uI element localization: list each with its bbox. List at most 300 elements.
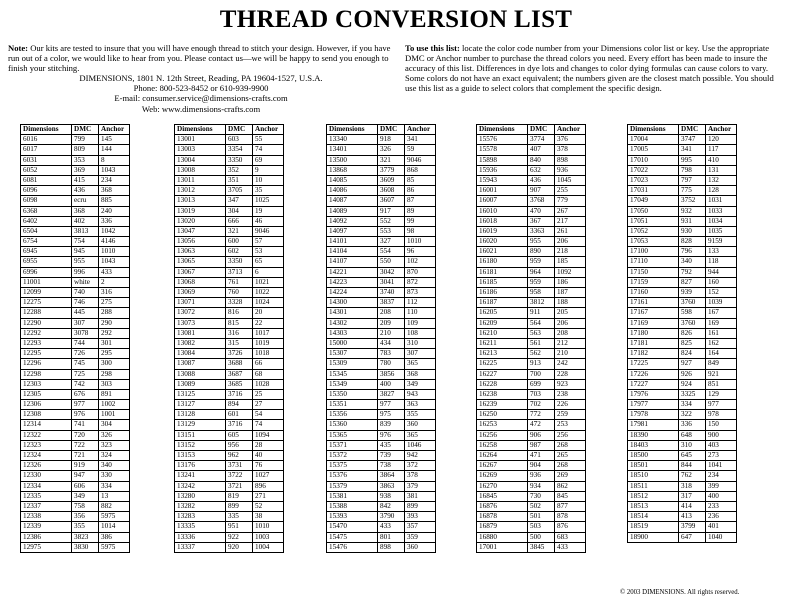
anchor-code: 340 xyxy=(99,461,130,471)
anchor-code: 849 xyxy=(706,359,737,369)
dmc-code: 3328 xyxy=(226,298,253,308)
table-row xyxy=(628,359,737,369)
table-row xyxy=(175,532,284,542)
dimensions-code: 16256 xyxy=(477,430,528,440)
dimensions-code: 15898 xyxy=(477,155,528,165)
anchor-code: 218 xyxy=(555,247,586,257)
dmc-code: 310 xyxy=(679,440,706,450)
dimensions-code: 14303 xyxy=(327,328,378,338)
table-row xyxy=(477,175,586,185)
table-row xyxy=(327,186,436,196)
dmc-code: 947 xyxy=(72,471,99,481)
table-row xyxy=(477,461,586,471)
phone: Phone: 800-523-8452 or 610-939-9900 xyxy=(133,83,269,94)
dimensions-code: 13242 xyxy=(175,481,226,491)
dmc-code: 911 xyxy=(528,308,555,318)
anchor-code: 120 xyxy=(706,135,737,145)
dimensions-code: 6017 xyxy=(21,145,72,155)
table-row xyxy=(327,400,436,410)
dmc-code: 3687 xyxy=(226,369,253,379)
dimensions-code: 13401 xyxy=(327,145,378,155)
table-row xyxy=(327,216,436,226)
dmc-code: 335 xyxy=(226,512,253,522)
anchor-code: 410 xyxy=(706,155,737,165)
table-row xyxy=(21,145,130,155)
dmc-code: 995 xyxy=(679,155,706,165)
anchor-code: 8 xyxy=(99,155,130,165)
dmc-code: 3705 xyxy=(226,186,253,196)
dimensions-code: 16880 xyxy=(477,532,528,542)
dimensions-code: 6052 xyxy=(21,165,72,175)
dmc-code: 601 xyxy=(226,410,253,420)
dimensions-code: 6754 xyxy=(21,237,72,247)
anchor-code: 53 xyxy=(253,247,284,257)
anchor-code: 1019 xyxy=(253,338,284,348)
dmc-code: 347 xyxy=(226,196,253,206)
dmc-code: 926 xyxy=(679,369,706,379)
dimensions-code: 13336 xyxy=(175,532,226,542)
column-header: DMC xyxy=(528,125,555,135)
dimensions-code: 12296 xyxy=(21,359,72,369)
dmc-code: 762 xyxy=(679,471,706,481)
dimensions-code: 14221 xyxy=(327,267,378,277)
dimensions-code: 16019 xyxy=(477,226,528,236)
dimensions-code: 16876 xyxy=(477,501,528,511)
table-row xyxy=(477,369,586,379)
table-row xyxy=(175,206,284,216)
anchor-code: 9 xyxy=(253,165,284,175)
anchor-code: 1017 xyxy=(253,328,284,338)
dimensions-code: 15379 xyxy=(327,481,378,491)
dmc-code: 3354 xyxy=(226,145,253,155)
dmc-code: 433 xyxy=(378,522,405,532)
anchor-code: 238 xyxy=(555,389,586,399)
anchor-code: 399 xyxy=(706,481,737,491)
dmc-code: 436 xyxy=(528,175,555,185)
anchor-code: 131 xyxy=(706,165,737,175)
anchor-code: 1010 xyxy=(253,522,284,532)
dimensions-code: 15376 xyxy=(327,471,378,481)
dimensions-code: 13001 xyxy=(175,135,226,145)
dimensions-code: 13071 xyxy=(175,298,226,308)
column-header: Dimensions xyxy=(21,125,72,135)
dmc-code: 341 xyxy=(679,145,706,155)
anchor-code: 268 xyxy=(555,440,586,450)
anchor-code: 1010 xyxy=(99,247,130,257)
table-row xyxy=(175,359,284,369)
anchor-code: 255 xyxy=(555,186,586,196)
table-row xyxy=(327,501,436,511)
table-row xyxy=(175,328,284,338)
table-row xyxy=(628,298,737,308)
anchor-code: 401 xyxy=(706,522,737,532)
table-row xyxy=(175,400,284,410)
dmc-code: 3845 xyxy=(528,542,555,552)
dimensions-code: 17150 xyxy=(628,267,679,277)
table-row xyxy=(327,542,436,552)
dmc-code: 3078 xyxy=(72,328,99,338)
anchor-code: 355 xyxy=(405,410,436,420)
table-row xyxy=(21,532,130,542)
dimensions-code: 17225 xyxy=(628,359,679,369)
anchor-code: 978 xyxy=(706,410,737,420)
table-row xyxy=(628,451,737,461)
anchor-code: 977 xyxy=(706,400,737,410)
anchor-code: 334 xyxy=(99,481,130,491)
table-row xyxy=(21,186,130,196)
table-row xyxy=(477,288,586,298)
dimensions-code: 15307 xyxy=(327,349,378,359)
dmc-code: 321 xyxy=(226,226,253,236)
anchor-code: 381 xyxy=(405,491,436,501)
dmc-code: 602 xyxy=(226,247,253,257)
dimensions-code: 15476 xyxy=(327,542,378,552)
dimensions-code: 13500 xyxy=(327,155,378,165)
dmc-code: 839 xyxy=(378,420,405,430)
dmc-code: 741 xyxy=(72,420,99,430)
table-row xyxy=(175,216,284,226)
dmc-code: 502 xyxy=(528,501,555,511)
table-row xyxy=(21,237,130,247)
dmc-code: 702 xyxy=(528,400,555,410)
dimensions-code: 6996 xyxy=(21,267,72,277)
dimensions-code: 17981 xyxy=(628,420,679,430)
anchor-code: 118 xyxy=(706,257,737,267)
dmc-code: 3350 xyxy=(226,155,253,165)
table-row xyxy=(327,532,436,542)
dimensions-code: 13073 xyxy=(175,318,226,328)
anchor-code: 242 xyxy=(555,359,586,369)
dmc-code: 3864 xyxy=(378,471,405,481)
anchor-code: 295 xyxy=(99,349,130,359)
table-row xyxy=(21,440,130,450)
table-row xyxy=(175,155,284,165)
dmc-code: 407 xyxy=(528,145,555,155)
table-row xyxy=(477,338,586,348)
anchor-code: 298 xyxy=(99,369,130,379)
dmc-code: 3713 xyxy=(226,267,253,277)
anchor-code: 359 xyxy=(405,532,436,542)
anchor-code: 365 xyxy=(405,430,436,440)
dmc-code: 3827 xyxy=(378,389,405,399)
anchor-code: 1045 xyxy=(555,175,586,185)
dimensions-code: 16211 xyxy=(477,338,528,348)
column-header: Dimensions xyxy=(175,125,226,135)
anchor-code: 89 xyxy=(405,206,436,216)
dimensions-code: 13011 xyxy=(175,175,226,185)
dmc-code: 3041 xyxy=(378,277,405,287)
dmc-code: 898 xyxy=(378,542,405,552)
table-row xyxy=(628,522,737,532)
anchor-code: 1043 xyxy=(99,257,130,267)
anchor-code: 162 xyxy=(706,338,737,348)
anchor-code: 1041 xyxy=(706,461,737,471)
dmc-code: 3813 xyxy=(72,226,99,236)
dmc-code: 598 xyxy=(679,308,706,318)
dimensions-code: 12330 xyxy=(21,471,72,481)
table-row xyxy=(327,175,436,185)
dimensions-code: 6368 xyxy=(21,206,72,216)
dimensions-code: 13087 xyxy=(175,359,226,369)
table-row xyxy=(175,267,284,277)
dimensions-code: 15360 xyxy=(327,420,378,430)
dmc-code: 3722 xyxy=(226,471,253,481)
dmc-code: 951 xyxy=(226,522,253,532)
table-row xyxy=(327,206,436,216)
page-title: THREAD CONVERSION LIST xyxy=(219,6,573,33)
table-row xyxy=(175,318,284,328)
anchor-code: 240 xyxy=(99,206,130,216)
dimensions-code: 16018 xyxy=(477,216,528,226)
dmc-code: 815 xyxy=(226,318,253,328)
dmc-code: 553 xyxy=(378,226,405,236)
anchor-code: 161 xyxy=(706,328,737,338)
table-row xyxy=(327,512,436,522)
dimensions-code: 15000 xyxy=(327,338,378,348)
website: Web: www.dimensions-crafts.com xyxy=(141,103,261,114)
table-row xyxy=(21,491,130,501)
table-row xyxy=(477,532,586,542)
column-header: Dimensions xyxy=(628,125,679,135)
dmc-code: 955 xyxy=(72,257,99,267)
anchor-code: 129 xyxy=(706,389,737,399)
table-row xyxy=(327,145,436,155)
dimensions-code: 12295 xyxy=(21,349,72,359)
table-row xyxy=(21,328,130,338)
anchor-code: 52 xyxy=(253,501,284,511)
table-row xyxy=(21,226,130,236)
dmc-code: 699 xyxy=(528,379,555,389)
anchor-code: 259 xyxy=(555,410,586,420)
dmc-code: 632 xyxy=(528,165,555,175)
dmc-code: 3863 xyxy=(378,481,405,491)
anchor-code: 1021 xyxy=(253,277,284,287)
column-header: Anchor xyxy=(99,125,130,135)
anchor-code: 357 xyxy=(405,522,436,532)
table-row xyxy=(477,267,586,277)
anchor-code: 1094 xyxy=(253,430,284,440)
dmc-code: 775 xyxy=(679,186,706,196)
dimensions-code: 15375 xyxy=(327,461,378,471)
anchor-code: 128 xyxy=(706,186,737,196)
dmc-code: 3799 xyxy=(679,522,706,532)
dmc-code: 209 xyxy=(378,318,405,328)
anchor-code: 40 xyxy=(253,451,284,461)
anchor-code: 6 xyxy=(253,267,284,277)
column-header: DMC xyxy=(226,125,253,135)
table-row xyxy=(628,216,737,226)
dimensions-code: 14302 xyxy=(327,318,378,328)
dimensions-code: 6955 xyxy=(21,257,72,267)
table-row xyxy=(175,298,284,308)
table-row xyxy=(175,226,284,236)
dimensions-code: 17005 xyxy=(628,145,679,155)
table-header-row xyxy=(21,125,130,135)
table-row xyxy=(175,165,284,175)
dimensions-code: 6016 xyxy=(21,135,72,145)
dmc-code: 801 xyxy=(378,532,405,542)
dimensions-code: 17053 xyxy=(628,237,679,247)
anchor-code: 878 xyxy=(555,512,586,522)
anchor-code: 1031 xyxy=(706,196,737,206)
dimensions-code: 12386 xyxy=(21,532,72,542)
dmc-code: 754 xyxy=(72,237,99,247)
dimensions-code: 13072 xyxy=(175,308,226,318)
dmc-code: 825 xyxy=(679,338,706,348)
table-row xyxy=(21,277,130,287)
table-row xyxy=(477,389,586,399)
dimensions-code: 16209 xyxy=(477,318,528,328)
dimensions-code: 6081 xyxy=(21,175,72,185)
table-header-row xyxy=(628,125,737,135)
anchor-code: 1028 xyxy=(253,379,284,389)
dmc-code: 780 xyxy=(378,359,405,369)
anchor-code: 150 xyxy=(706,420,737,430)
dimensions-code: 14092 xyxy=(327,216,378,226)
dmc-code: 816 xyxy=(226,308,253,318)
table-row xyxy=(477,257,586,267)
dmc-code: 740 xyxy=(72,288,99,298)
dimensions-code: 15393 xyxy=(327,512,378,522)
table-row xyxy=(21,400,130,410)
intro-note xyxy=(8,43,394,114)
usage-text: locate the color code number from your Dimensions color list or key. Use the appropriate DMC or Anchor number to purchase the thread colors you need. Every effort has been made to insure the accuracy of this list. Differences in dye lots and changes to color dying formulas can cause colors to vary. Some colors do not have an exact equivalent; the numbers given are the closest match possible. You should use this list as a guide to select colors that complement the specific design. xyxy=(405,43,774,94)
anchor-code: 86 xyxy=(405,186,436,196)
dmc-code: 824 xyxy=(679,349,706,359)
dmc-code: 976 xyxy=(378,430,405,440)
anchor-code: 9159 xyxy=(706,237,737,247)
column-header: Dimensions xyxy=(477,125,528,135)
anchor-code: 1001 xyxy=(99,410,130,420)
anchor-code: 944 xyxy=(706,267,737,277)
dmc-code: 964 xyxy=(528,267,555,277)
conversion-table-1 xyxy=(20,124,130,553)
dmc-code: 349 xyxy=(72,491,99,501)
anchor-code: 433 xyxy=(99,267,130,277)
anchor-code: 304 xyxy=(99,420,130,430)
dimensions-code: 17110 xyxy=(628,257,679,267)
anchor-code: 872 xyxy=(405,277,436,287)
dmc-code: 799 xyxy=(72,135,99,145)
dimensions-code: 6945 xyxy=(21,247,72,257)
anchor-code: 273 xyxy=(706,451,737,461)
table-row xyxy=(21,369,130,379)
table-row xyxy=(628,369,737,379)
table-row xyxy=(21,512,130,522)
dmc-code: 924 xyxy=(679,379,706,389)
table-row xyxy=(477,318,586,328)
dimensions-code: 13067 xyxy=(175,267,226,277)
anchor-code: 942 xyxy=(405,451,436,461)
dmc-code: 809 xyxy=(72,145,99,155)
dmc-code: 315 xyxy=(226,338,253,348)
dimensions-code: 6031 xyxy=(21,155,72,165)
dimensions-code: 13020 xyxy=(175,216,226,226)
dmc-code: 721 xyxy=(72,451,99,461)
usage-instructions xyxy=(405,43,783,93)
anchor-code: 54 xyxy=(253,410,284,420)
dimensions-code: 17100 xyxy=(628,247,679,257)
anchor-code: 234 xyxy=(706,471,737,481)
anchor-code: 341 xyxy=(405,135,436,145)
dmc-code: 564 xyxy=(528,318,555,328)
table-row xyxy=(327,481,436,491)
table-row xyxy=(175,440,284,450)
table-row xyxy=(477,522,586,532)
dmc-code: 722 xyxy=(72,440,99,450)
dimensions-code: 14300 xyxy=(327,298,378,308)
dmc-code: 606 xyxy=(72,481,99,491)
anchor-code: 368 xyxy=(99,186,130,196)
anchor-code: 936 xyxy=(555,165,586,175)
dimensions-code: 13340 xyxy=(327,135,378,145)
column-header: DMC xyxy=(679,125,706,135)
table-row xyxy=(628,196,737,206)
anchor-code: 265 xyxy=(555,451,586,461)
dmc-code: 605 xyxy=(226,430,253,440)
dimensions-code: 16186 xyxy=(477,288,528,298)
dimensions-code: 15578 xyxy=(477,145,528,155)
dimensions-code: 13013 xyxy=(175,196,226,206)
dimensions-code: 18514 xyxy=(628,512,679,522)
table-row xyxy=(175,308,284,318)
anchor-code: 9046 xyxy=(405,155,436,165)
table-row xyxy=(477,471,586,481)
anchor-code: 368 xyxy=(405,369,436,379)
table-row xyxy=(327,196,436,206)
table-row xyxy=(21,318,130,328)
dimensions-code: 15381 xyxy=(327,491,378,501)
dmc-code: 501 xyxy=(528,512,555,522)
dimensions-code: 15470 xyxy=(327,522,378,532)
table-row xyxy=(628,471,737,481)
dimensions-code: 16250 xyxy=(477,410,528,420)
table-row xyxy=(477,542,586,552)
dmc-code: 355 xyxy=(72,522,99,532)
dmc-code: 322 xyxy=(679,410,706,420)
table-row xyxy=(21,155,130,165)
dmc-code: 351 xyxy=(226,175,253,185)
anchor-code: 900 xyxy=(706,430,737,440)
table-header-row xyxy=(327,125,436,135)
anchor-code: 372 xyxy=(405,461,436,471)
anchor-code: 1003 xyxy=(253,532,284,542)
dimensions-code: 16239 xyxy=(477,400,528,410)
dmc-code: 400 xyxy=(378,379,405,389)
table-row xyxy=(628,461,737,471)
anchor-code: 1046 xyxy=(405,440,436,450)
dimensions-code: 16007 xyxy=(477,196,528,206)
anchor-code: 307 xyxy=(405,349,436,359)
dimensions-code: 15371 xyxy=(327,440,378,450)
dmc-code: 977 xyxy=(72,400,99,410)
dmc-code: 317 xyxy=(679,491,706,501)
dimensions-code: 16253 xyxy=(477,420,528,430)
table-row xyxy=(327,155,436,165)
anchor-code: 144 xyxy=(99,145,130,155)
anchor-code: 1022 xyxy=(253,288,284,298)
dmc-code: 647 xyxy=(679,532,706,542)
dmc-code: 761 xyxy=(226,277,253,287)
anchor-code: 169 xyxy=(706,318,737,328)
table-row xyxy=(628,400,737,410)
dmc-code: 3608 xyxy=(378,186,405,196)
anchor-code: 68 xyxy=(253,369,284,379)
anchor-code: 268 xyxy=(555,461,586,471)
table-row xyxy=(327,247,436,257)
table-row xyxy=(21,216,130,226)
dimensions-code: 13081 xyxy=(175,328,226,338)
